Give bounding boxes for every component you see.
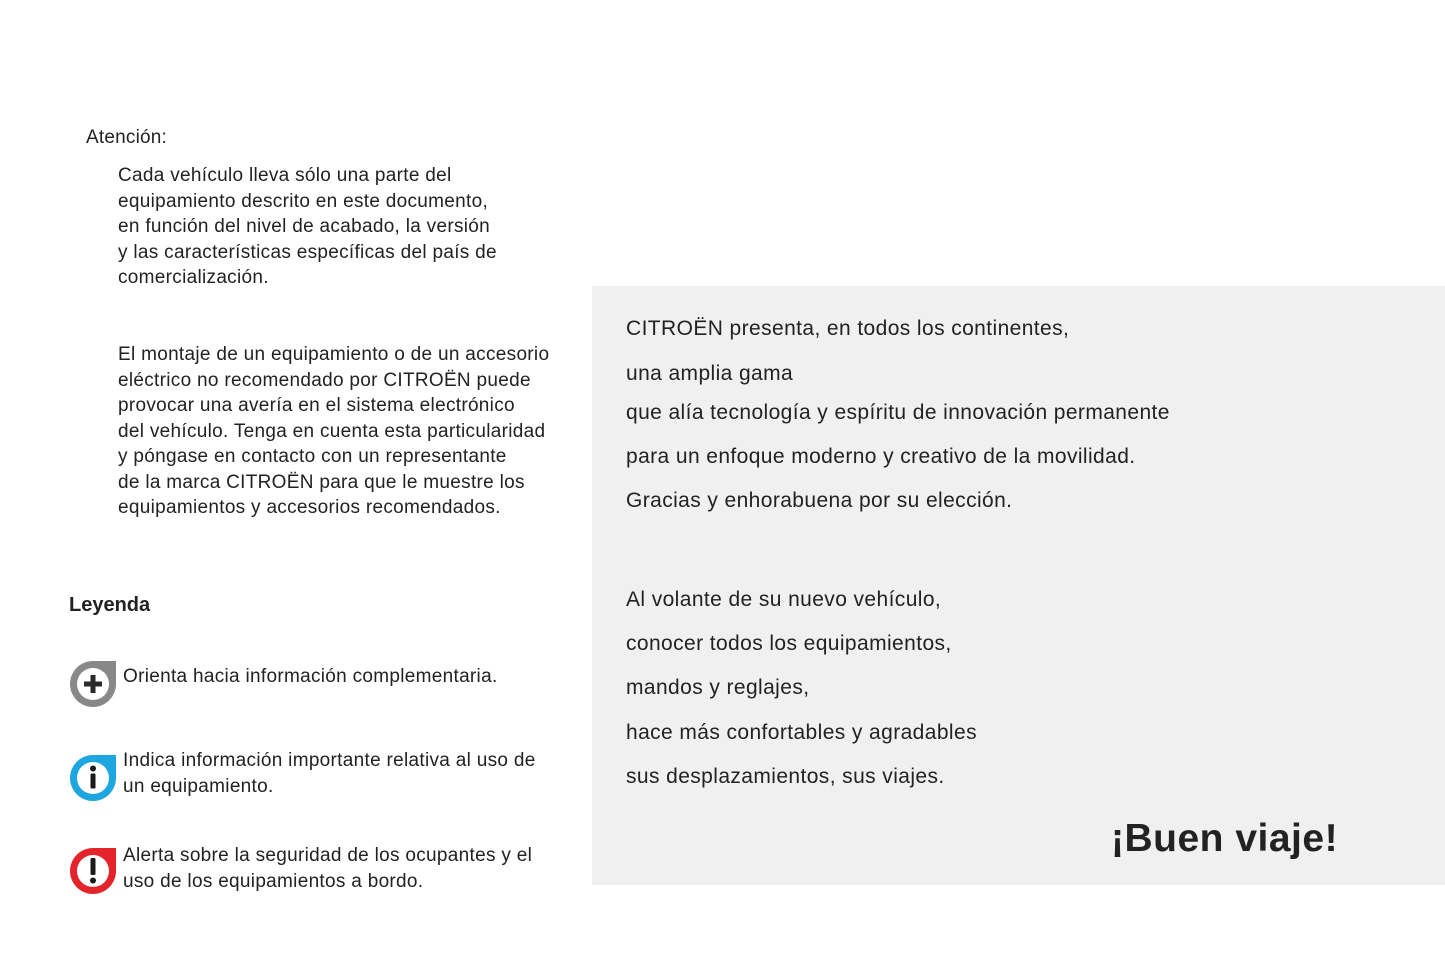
legend-item-important-info <box>68 750 568 805</box>
plus-info-icon <box>68 659 118 709</box>
text-line: y las características específicas del país de <box>118 241 497 263</box>
text-line: Orienta hacia información complementaria. <box>123 666 498 687</box>
legend-text <box>123 748 536 799</box>
text-line: y póngase en contacto con un representante <box>118 446 507 467</box>
text-line: El montaje de un equipamiento o de un accesorio <box>118 344 550 365</box>
text-line: del vehículo. Tenga en cuenta esta particularidad <box>118 420 546 442</box>
text-line: Alerta sobre la seguridad de los ocupantes y el <box>123 845 533 866</box>
legend-text <box>123 664 498 690</box>
text-line: equipamientos y accesorios recomendados. <box>118 497 501 518</box>
intro-line: para un enfoque moderno y creativo de la movilidad. <box>626 445 1136 468</box>
intro-line: conocer todos los equipamientos, <box>626 632 952 655</box>
intro-line: una amplia gama <box>626 362 794 385</box>
warning-icon <box>68 846 118 896</box>
text-line: de la marca CITROËN para que le muestre los <box>118 471 525 493</box>
intro-line: que alía tecnología y espíritu de innovación permanente <box>626 401 1170 424</box>
intro-line: hace más confortables y agradables <box>626 721 977 744</box>
intro-line: CITROËN presenta, en todos los continentes, <box>626 317 1070 340</box>
text-line: uso de los equipamientos a bordo. <box>123 870 424 892</box>
intro-line: Al volante de su nuevo vehículo, <box>626 588 942 611</box>
welcome-panel <box>592 286 1445 885</box>
legend-title: Leyenda <box>69 594 151 616</box>
closing-greeting: ¡Buen viaje! <box>1111 817 1339 860</box>
attention-paragraph-equipment <box>118 163 578 291</box>
intro-line: Gracias y enhorabuena por su elección. <box>626 489 1013 512</box>
intro-line: sus desplazamientos, sus viajes. <box>626 765 945 788</box>
text-line: equipamiento descrito en este documento, <box>118 190 489 212</box>
legend-item-safety-warning <box>68 846 568 898</box>
text-line: comercialización. <box>118 267 269 288</box>
text-line: Indica información importante relativa al uso de <box>123 750 536 771</box>
info-icon <box>68 753 118 803</box>
attention-paragraph-accessories <box>118 342 578 521</box>
text-line: en función del nivel de acabado, la versión <box>118 216 491 237</box>
text-line: Cada vehículo lleva sólo una parte del <box>118 165 452 186</box>
legend-text <box>123 843 532 894</box>
legend-item-complementary <box>68 659 568 711</box>
text-line: eléctrico no recomendado por CITROËN puede <box>118 369 531 391</box>
intro-line: mandos y reglajes, <box>626 676 810 699</box>
attention-title: Atención: <box>86 127 168 148</box>
text-line: provocar una avería en el sistema electrónico <box>118 395 515 416</box>
text-line: un equipamiento. <box>123 775 274 797</box>
